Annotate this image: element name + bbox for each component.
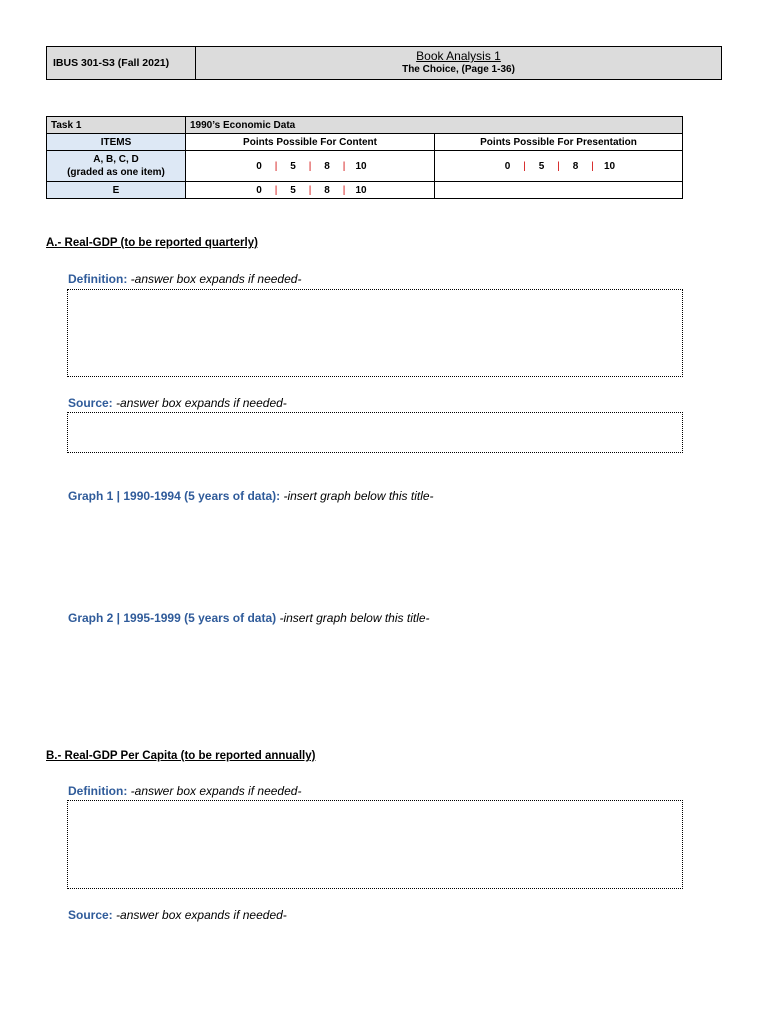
scale-separator: | [274,184,278,196]
source-hint: -answer box expands if needed- [112,908,287,922]
section-a-source-label [68,396,287,410]
scale-separator: | [342,184,346,196]
course-code: IBUS 301-S3 (Fall 2021) [47,47,196,80]
source-label: Source: [68,396,113,410]
definition-hint: -answer box expands if needed- [127,272,302,286]
content-scale [186,182,435,199]
section-b-source-label [68,908,287,922]
task-title: 1990’s Economic Data [186,117,683,134]
section-a-definition-answer-box[interactable] [67,289,683,377]
scale-separator: | [523,160,526,172]
task-label: Task 1 [47,117,186,134]
definition-hint: -answer box expands if needed- [127,784,302,798]
content-scale [186,151,435,182]
scale-value: 8 [324,160,330,172]
column-header-content: Points Possible For Content [186,134,435,151]
table-row [47,117,683,134]
item-abcd [47,151,186,182]
section-b-definition-answer-box[interactable] [67,800,683,889]
graph1-hint: -insert graph below this title- [280,489,434,503]
column-header-items: ITEMS [47,134,186,151]
document-subtitle: The Choice, (Page 1-36) [402,64,515,75]
graph2-label: Graph 2 | 1995-1999 (5 years of data) [68,611,277,625]
section-b-definition-label [68,784,301,798]
scale-value: 5 [538,160,545,172]
scale-value: 5 [290,184,296,196]
item-abcd-line1: A, B, C, D [93,154,139,165]
scale-value: 10 [603,160,616,172]
graph1-label: Graph 1 | 1990-1994 (5 years of data): [68,489,281,503]
table-row [47,151,683,182]
section-a-heading: A.- Real-GDP (to be reported quarterly) [46,237,258,249]
item-abcd-line2: (graded as one item) [67,167,165,178]
header-title-cell [196,47,722,80]
scale-separator: | [557,160,560,172]
scale-separator: | [342,160,346,172]
definition-label: Definition: [68,784,128,798]
document-header [46,46,722,80]
empty-cell [435,182,683,199]
scale-value: 8 [572,160,579,172]
graph2-hint: -insert graph below this title- [276,611,430,625]
scale-value: 10 [355,184,367,196]
table-row [47,182,683,199]
graph2-title [68,611,430,625]
scale-value: 0 [504,160,511,172]
scale-value: 0 [256,160,262,172]
grading-table [46,116,683,199]
scale-value: 8 [324,184,330,196]
scale-separator: | [274,160,278,172]
scale-value: 10 [355,160,367,172]
presentation-scale [435,151,683,182]
scale-separator: | [308,160,312,172]
column-header-presentation: Points Possible For Presentation [435,134,683,151]
graph1-title [68,489,434,503]
item-e: E [47,182,186,199]
source-label: Source: [68,908,113,922]
scale-separator: | [591,160,594,172]
source-hint: -answer box expands if needed- [112,396,287,410]
scale-separator: | [308,184,312,196]
section-a-source-answer-box[interactable] [67,412,683,453]
document-title: Book Analysis 1 [416,49,501,63]
definition-label: Definition: [68,272,128,286]
table-row [47,134,683,151]
section-b-heading: B.- Real-GDP Per Capita (to be reported annually) [46,750,316,762]
section-a-definition-label [68,272,301,286]
scale-value: 5 [290,160,296,172]
scale-value: 0 [256,184,262,196]
